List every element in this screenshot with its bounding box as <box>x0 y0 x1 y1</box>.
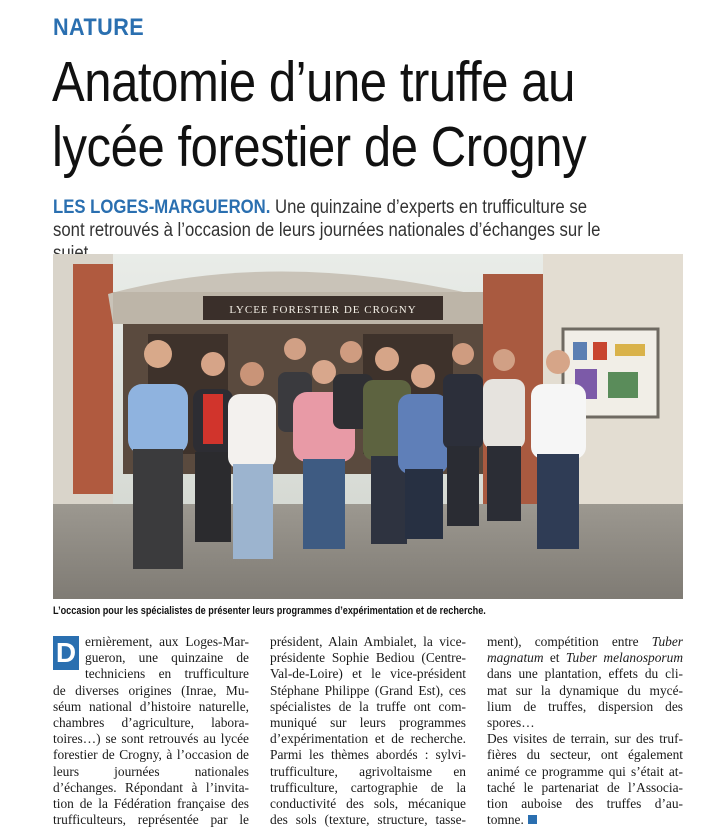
photo-caption: L’occasion pour les spécialistes de présenter leurs programmes d’expérimentation et de recherche. <box>53 605 486 617</box>
body-line: animé ce programme qui s’était at- <box>487 763 683 779</box>
body-line: Val-de-Loire) et le vice-président <box>270 666 466 682</box>
body-line: taché le partenariat de l’Associa- <box>487 779 683 795</box>
body-line <box>487 650 683 666</box>
body-line: tion de la Fédération française des <box>53 796 249 812</box>
body-text-fragment: ment), compétition entre <box>487 634 652 649</box>
body-line: spores… <box>487 715 535 731</box>
body-line: de diverses origines (Inrae, Mu- <box>53 682 249 698</box>
body-line: Stéphane Philippe (Grand Est), ces <box>270 682 466 698</box>
body-line: leurs journées nationales <box>53 763 249 779</box>
body-line: trufficulture, cartographie de la <box>270 779 466 795</box>
body-line <box>487 634 683 650</box>
body-line: chambres d’agriculture, labora- <box>53 715 249 731</box>
photo-sign-text: LYCEE FORESTIER DE CROGNY <box>229 304 417 316</box>
body-line: dans une plantation, effets du cli- <box>487 666 683 682</box>
end-of-article-square-icon <box>528 815 537 824</box>
body-line: lium de truffes, dispersion des <box>487 698 683 714</box>
rubric: NATURE <box>53 14 145 41</box>
body-line: trufficulteurs, représentée par le <box>53 812 249 828</box>
body-line: forestier de Crogny, à l’occasion de <box>53 747 249 763</box>
body-line: tion auboise des truffes d’au- <box>487 796 683 812</box>
body-line: spécialistes de la truffe ont com- <box>270 698 466 714</box>
body-text-fragment: et <box>543 650 566 666</box>
body-line: Parmi les thèmes abordés : sylvi- <box>270 747 466 763</box>
body-line: fières du secteur, ont également <box>487 747 683 763</box>
body-line: conductivité des sols, mécanique <box>270 796 466 812</box>
group-photo-illustration <box>53 254 683 599</box>
body-column-2 <box>270 634 466 828</box>
body-line <box>487 812 683 828</box>
body-column-1 <box>53 634 249 828</box>
body-line: Des visites de terrain, sur des truf- <box>487 731 683 747</box>
body-line: mat sur la dynamique du mycé- <box>487 682 683 698</box>
body-line: gueron, une quinzaine de <box>85 650 249 666</box>
body-line: président, Alain Ambialet, la vice- <box>270 634 466 649</box>
species-name: magnatum <box>487 650 544 666</box>
body-line: trufficulture, agrivoltaisme en <box>270 763 466 779</box>
chapo-text: Une quinzaine d’experts en trufficulture se sont retrouvés à l’occasion de leurs journées nationales d’échanges sur le <box>53 197 601 241</box>
group-photo <box>53 254 683 599</box>
body-line: ernièrement, aux Loges-Mar- <box>85 634 249 649</box>
headline <box>52 50 654 180</box>
body-text-fragment: tomne. <box>487 812 524 828</box>
headline-line-2: lycée forestier de Crogny <box>52 115 587 179</box>
body-line: d’échanges. Répondant à l’invita- <box>53 779 249 795</box>
species-name: Tuber <box>651 634 683 649</box>
headline-line-1: Anatomie d’une truffe au <box>52 50 575 114</box>
body-line: d’expérimentation et de recherche. <box>270 731 466 747</box>
body-line: techniciens en trufficulture <box>85 666 249 682</box>
species-name: Tuber melanosporum <box>565 650 684 666</box>
body-line: toires…) se sont retrouvés au lycée <box>53 731 249 747</box>
chapo-place: LES LOGES-MARGUERON. <box>53 197 271 218</box>
dropcap: D <box>53 636 79 670</box>
body-line: des sols (texture, structure, tasse- <box>270 812 466 828</box>
body-line: présidente Sophie Bediou (Centre- <box>270 650 466 666</box>
body-column-3 <box>487 634 683 828</box>
body-line: muniqué sur leurs programmes <box>270 715 466 731</box>
body-line: séum national d’histoire naturelle, <box>53 698 249 714</box>
